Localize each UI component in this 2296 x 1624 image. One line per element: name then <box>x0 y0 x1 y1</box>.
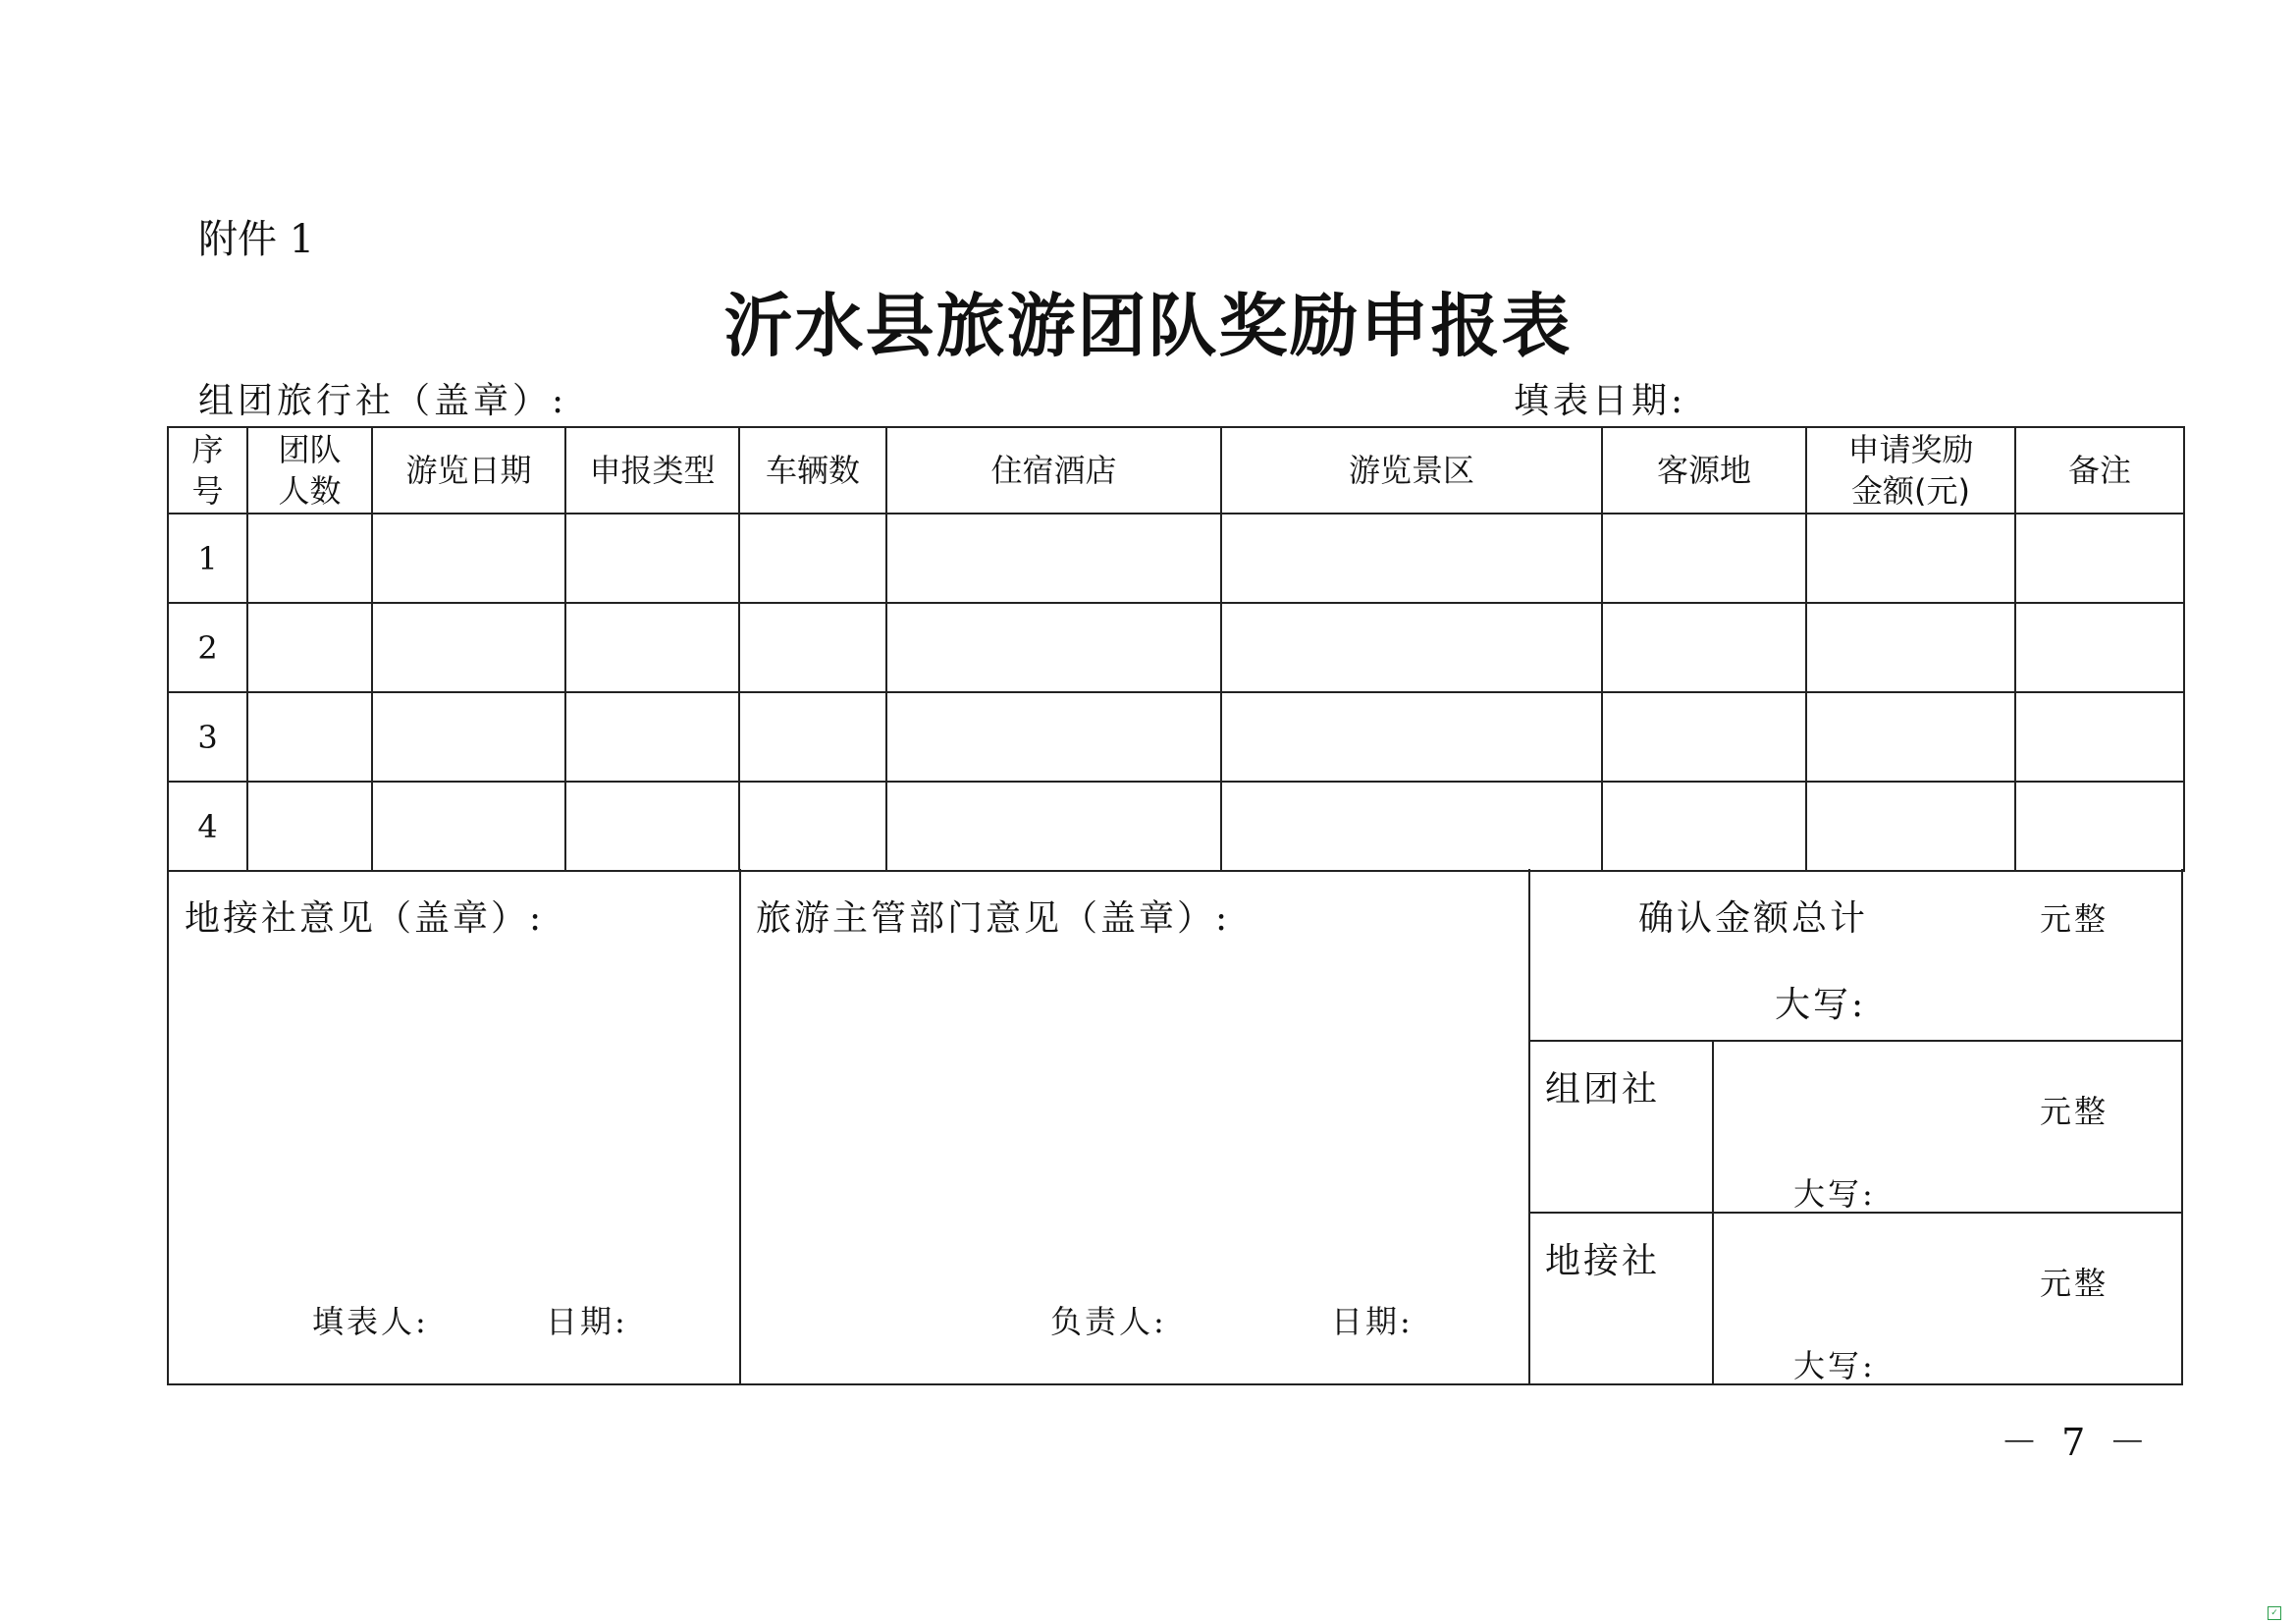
col-header-seq: 序 号 <box>168 427 247 514</box>
cell-vehicles[interactable] <box>739 692 886 782</box>
date-label-1: 日期: <box>546 1303 628 1340</box>
cell-origin[interactable] <box>1602 782 1806 871</box>
col-header-vehicles: 车辆数 <box>739 427 886 514</box>
col-header-team-size: 团队 人数 <box>247 427 372 514</box>
fill-date-label: 填表日期: <box>1514 381 1687 421</box>
col-header-apply-type: 申报类型 <box>565 427 739 514</box>
filler-label: 填表人: <box>312 1303 429 1340</box>
cell-hotel[interactable] <box>886 692 1221 782</box>
application-table <box>167 426 2185 872</box>
cell-scenic-area[interactable] <box>1221 603 1602 692</box>
cell-apply-type[interactable] <box>565 692 739 782</box>
opinion-section <box>167 869 2183 1385</box>
cell-amount[interactable] <box>1806 692 2015 782</box>
cell-apply-type[interactable] <box>565 603 739 692</box>
page-title: 沂水县旅游团队奖励申报表 <box>723 285 1573 366</box>
cell-hotel[interactable] <box>886 603 1221 692</box>
cell-remarks[interactable] <box>2015 692 2184 782</box>
cell-amount[interactable] <box>1806 782 2015 871</box>
cell-origin[interactable] <box>1602 514 1806 603</box>
divider-vertical-1 <box>739 869 741 1383</box>
table-row <box>168 514 2184 603</box>
cell-hotel[interactable] <box>886 782 1221 871</box>
cell-team-size[interactable] <box>247 692 372 782</box>
cell-origin[interactable] <box>1602 603 1806 692</box>
local-agency-label: 地接社 <box>1545 1241 1661 1281</box>
cell-tour-date[interactable] <box>372 692 565 782</box>
cell-tour-date[interactable] <box>372 603 565 692</box>
cell-team-size[interactable] <box>247 514 372 603</box>
col-header-origin: 客源地 <box>1602 427 1806 514</box>
cell-apply-type[interactable] <box>565 514 739 603</box>
org-agency-stamp-label: 组团旅行社（盖章）: <box>198 381 568 421</box>
cell-scenic-area[interactable] <box>1221 692 1602 782</box>
cell-team-size[interactable] <box>247 782 372 871</box>
cell-amount[interactable] <box>1806 603 2015 692</box>
table-row <box>168 782 2184 871</box>
capital-label-3: 大写: <box>1793 1347 1876 1384</box>
yuan-zheng-1: 元整 <box>2040 900 2109 938</box>
cell-apply-type[interactable] <box>565 782 739 871</box>
col-header-amount: 申请奖励 金额(元) <box>1806 427 2015 514</box>
cell-origin[interactable] <box>1602 692 1806 782</box>
col-header-remarks: 备注 <box>2015 427 2184 514</box>
yuan-zheng-2: 元整 <box>2040 1093 2109 1130</box>
local-agency-opinion-label: 地接社意见（盖章）: <box>185 898 545 939</box>
divider-horizontal-1 <box>1528 1040 2183 1042</box>
cell-scenic-area[interactable] <box>1221 782 1602 871</box>
responsible-label: 负责人: <box>1050 1303 1167 1340</box>
cell-remarks[interactable] <box>2015 782 2184 871</box>
page-number: － 7 － <box>2001 1421 2153 1464</box>
cell-vehicles[interactable] <box>739 603 886 692</box>
col-header-scenic-area: 游览景区 <box>1221 427 1602 514</box>
divider-vertical-2 <box>1528 869 1530 1383</box>
corner-check-icon: ✓ <box>2268 1606 2281 1620</box>
col-header-hotel: 住宿酒店 <box>886 427 1221 514</box>
confirm-total-label: 确认金额总计 <box>1638 898 1869 939</box>
cell-scenic-area[interactable] <box>1221 514 1602 603</box>
cell-vehicles[interactable] <box>739 782 886 871</box>
row-seq: 4 <box>168 782 247 871</box>
table-header-row <box>168 427 2184 514</box>
org-agency-label: 组团社 <box>1545 1069 1661 1110</box>
attachment-label: 附件 1 <box>198 217 315 262</box>
cell-hotel[interactable] <box>886 514 1221 603</box>
cell-remarks[interactable] <box>2015 603 2184 692</box>
col-header-tour-date: 游览日期 <box>372 427 565 514</box>
cell-tour-date[interactable] <box>372 782 565 871</box>
row-seq: 2 <box>168 603 247 692</box>
cell-tour-date[interactable] <box>372 514 565 603</box>
row-seq: 3 <box>168 692 247 782</box>
cell-team-size[interactable] <box>247 603 372 692</box>
tourism-dept-opinion-label: 旅游主管部门意见（盖章）: <box>756 898 1231 939</box>
table-row <box>168 692 2184 782</box>
cell-amount[interactable] <box>1806 514 2015 603</box>
cell-vehicles[interactable] <box>739 514 886 603</box>
date-label-2: 日期: <box>1331 1303 1414 1340</box>
capital-label-2: 大写: <box>1793 1175 1876 1213</box>
cell-remarks[interactable] <box>2015 514 2184 603</box>
row-seq: 1 <box>168 514 247 603</box>
yuan-zheng-3: 元整 <box>2040 1265 2109 1302</box>
capital-label-1: 大写: <box>1775 985 1867 1025</box>
table-row <box>168 603 2184 692</box>
